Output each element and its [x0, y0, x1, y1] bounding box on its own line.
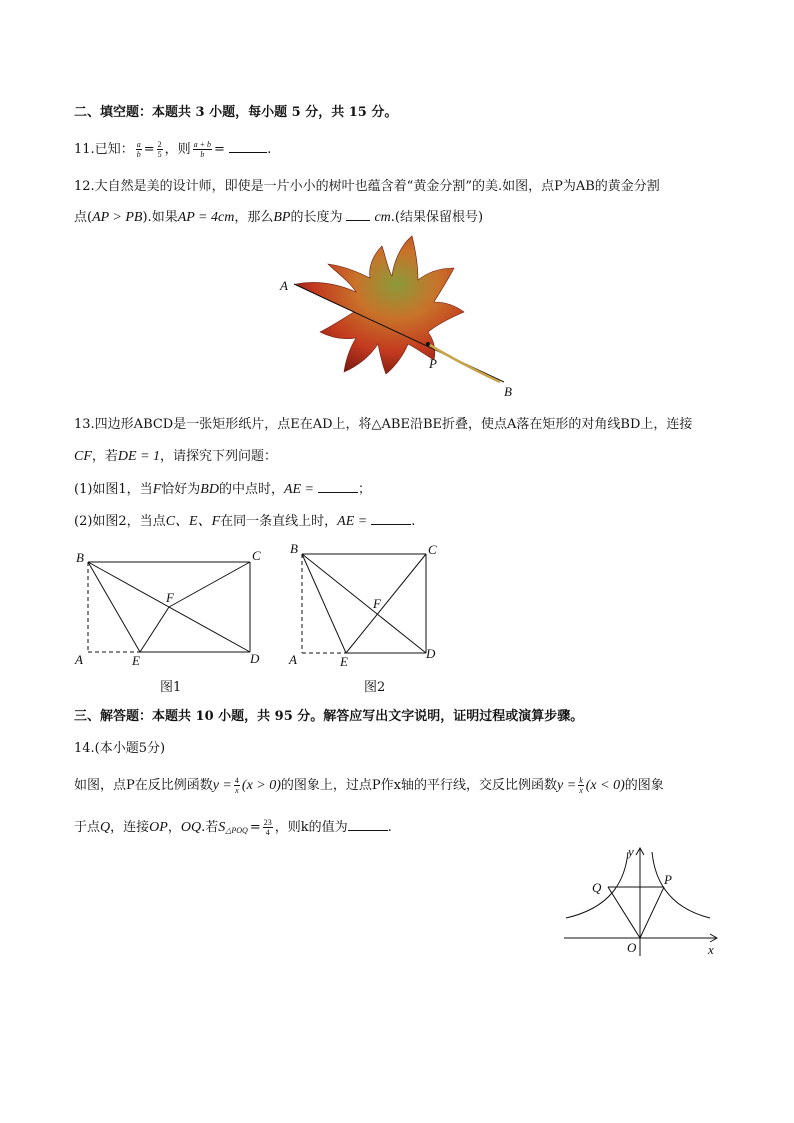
fig1-label-e: E [132, 653, 140, 668]
q14-header: 14.(本小题5分) [74, 741, 166, 756]
section-2-heading: 二、填空题：本题共 3 小题，每小题 5 分，共 15 分。 [74, 105, 398, 120]
q14-fraction-k-x: $\frac{k}{x}$ [579, 776, 583, 795]
q14-answer-blank[interactable] [348, 818, 388, 831]
label-p: P [429, 356, 437, 371]
q11-equals: = [143, 142, 155, 157]
fig1-segment-fc [169, 562, 250, 607]
graph-label-y: y [628, 844, 634, 859]
fig2-label-b: B [290, 541, 298, 556]
graph-label-x: x [708, 942, 714, 957]
q11-fraction-a-b: $\frac{a}{b}$ [136, 140, 141, 159]
fig2-diagonal-bd [302, 554, 426, 653]
fig1-segment-be [88, 562, 140, 652]
fig2-label-e: E [340, 654, 348, 669]
q12-line-1: 12.大自然是美的设计师，即使是一片小小的树叶也蕴含着“黄金分割”的美.如图，点P为AB的黄金分割 [74, 179, 660, 194]
q11-number: 11. [74, 142, 95, 157]
fig1-label-c: C [252, 548, 261, 563]
fig1-label-a: A [75, 652, 83, 667]
figure-1-caption: 图1 [160, 680, 182, 695]
q14-fraction-4-x: $\frac{4}{x}$ [234, 776, 239, 795]
maple-leaf-figure [278, 232, 518, 402]
point-p-dot [426, 342, 430, 346]
q13-2-answer-blank[interactable] [371, 512, 411, 525]
q11-equals-2: = [214, 142, 225, 157]
fig2-label-d: D [426, 646, 436, 661]
question-11 [74, 140, 271, 159]
fig2-label-f: F [373, 596, 381, 611]
q11-period: . [267, 142, 272, 157]
fig2-segment-be [302, 554, 346, 653]
q11-then: ，则 [164, 142, 191, 157]
fig1-label-d: D [250, 651, 260, 666]
fig2-label-c: C [428, 542, 437, 557]
leaf-stem [428, 344, 500, 382]
q12-line-2: 点(AP > PB).如果AP = 4cm，那么BP的长度为 cm.(结果保留根号) [74, 210, 484, 225]
q11-answer-blank[interactable] [229, 140, 267, 153]
fig1-label-b: B [76, 550, 84, 565]
q14-line-1: 如图，点P在反比例函数y = $\frac{4}{x}$ (x > 0)的图象上，过点P作x轴的平行线，交反比例函数y = $\frac{k}{x}$ (x < 0)的图象 [74, 776, 664, 795]
label-b: B [504, 384, 512, 399]
figure-1-rectangle [72, 546, 272, 670]
fig2-segment-ec [346, 554, 426, 653]
label-a: A [280, 278, 288, 293]
maple-leaf-shape [296, 236, 464, 374]
q14-line-2: 于点Q，连接OP，OQ.若$S_{\triangle POQ}$ = $\frac{23}{4}$ ，则k的值为 . [74, 818, 392, 837]
q13-line-2: CF，若DE = 1，请探究下列问题： [74, 449, 278, 464]
q14-fraction-23-4: $\frac{23}{4}$ [263, 818, 272, 837]
fig1-label-f: F [166, 590, 174, 605]
q12-answer-blank[interactable] [346, 208, 370, 221]
fig2-label-a: A [289, 652, 297, 667]
graph-label-p: P [664, 872, 672, 887]
q11-fraction-ab-b: $\frac{a + b}{b}$ [193, 140, 212, 159]
q13-sub-1: (1)如图1，当F恰好为BD的中点时，AE = ； [74, 482, 372, 497]
curve-y-4-over-x [652, 852, 710, 918]
figure-2-rectangle [286, 540, 456, 670]
graph-label-o: O [627, 940, 637, 955]
q13-sub-2: (2)如图2，当点C、E、F在同一条直线上时，AE = . [74, 514, 416, 529]
q11-fraction-2-5: $\frac{2}{5}$ [157, 140, 162, 159]
q14-coordinate-graph [560, 842, 730, 960]
graph-label-q: Q [592, 880, 602, 895]
q13-1-answer-blank[interactable] [318, 480, 358, 493]
q13-line-1: 13.四边形ABCD是一张矩形纸片，点E在AD上，将△ABE沿BE折叠，使点A落在矩形的对角线BD上，连接 [74, 417, 693, 432]
fig1-segment-ef [140, 607, 169, 652]
figure-2-caption: 图2 [364, 680, 386, 695]
q11-text: 已知： [94, 142, 134, 157]
segment-oq [608, 887, 640, 938]
segment-op [640, 887, 664, 938]
section-3-heading: 三、解答题：本题共 10 小题，共 95 分。解答应写出文字说明，证明过程或演算步骤。 [74, 709, 584, 724]
